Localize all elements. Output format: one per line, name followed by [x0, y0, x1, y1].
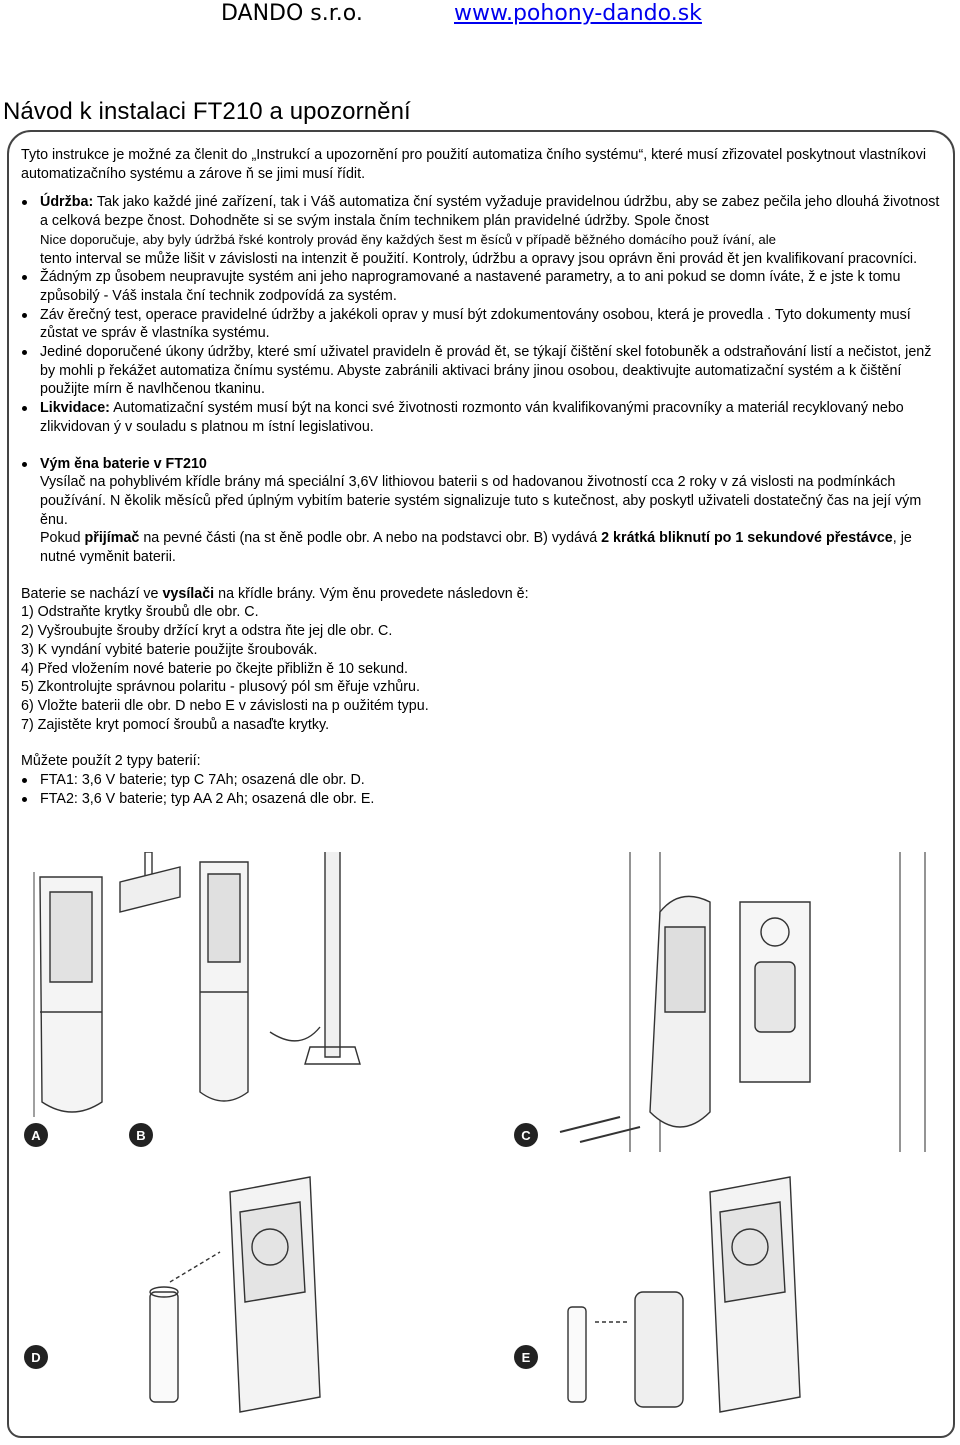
receiver-wall-drawing: [34, 872, 102, 1117]
list-item: Záv ěrečný test, operace pravidelné údržby a jakékoli oprav y musí být zdokumentovány osobou, která je provedla . Tyto dokumenty musí zůstat ve správ ě vlastníka systému.: [21, 306, 947, 343]
step-3: 3) K vyndání vybité baterie použijte šroubovák.: [21, 641, 318, 658]
step-1: 1) Odstraňte krytky šroubů dle obr. C.: [21, 604, 259, 621]
replace-intro: Baterie se nachází ve vysílači na křídle brány. Vým ěnu provedete následovn ě:: [21, 585, 529, 602]
company-name: DANDO s.r.o.: [221, 1, 363, 26]
transmitter-exploded-drawing: [560, 852, 925, 1152]
transmitter-battery-aa-drawing: [568, 1177, 800, 1412]
step-6: 6) Vložte baterii dle obr. D nebo E v závislosti na p oužitém typu.: [21, 697, 429, 714]
battery-types-heading: Můžete použít 2 typy baterií:: [21, 753, 201, 770]
transmitter-battery-c-drawing: [150, 1177, 320, 1412]
intro-paragraph: Tyto instrukce je možné za členit do „Instrukcí a upozornění pro použití automatiza čního systému“, které musí zřizovatel poskytnout vlastníkovi automatizačního systému a zárove ň se jimi musí řídit.: [21, 147, 927, 182]
maintenance-heading: Údržba:: [40, 194, 94, 211]
battery-paragraph: Vysílač na pohyblivém křídle brány má speciální 3,6V lithiovou baterii s od hadovanou životností cca 2 roky v zá vislosti na podmínkách používání. N ěkolik měsíců před úplným vybitím baterie systém signalizuje tuto s kutečnost, aby poskytl uživateli dostatečný čas na její vým ěnu.: [40, 474, 922, 528]
receiver-post-drawing: [120, 852, 248, 1101]
label-d: D: [31, 1350, 41, 1365]
list-item: Údržba: Tak jako každé jiné zařízení, tak i Váš automatiza ční systém vyžaduje pravidelnou údržbu, aby se zabez pečila jeho dlouhá životnost a celková bezpe čnost. Dohodněte si se svým instala čním technikem plán pravidelné údržby. Spole čnost Nice doporučuje, aby byly údržbá řské kontroly provád ěny každých šest m ěsíců v případě běžného domácího použ ívání, ale tento interval se může lišit v závislosti na intenzit ě použití. Kontroly, údržbu a opravy jsou oprávn ěni provád ět jen kvalifikovaní pracovníci.: [21, 193, 947, 268]
gate-post-drawing: [270, 852, 360, 1064]
list-item: FTA1: 3,6 V baterie; typ C 7Ah; osazená dle obr. D.: [21, 771, 947, 790]
step-2: 2) Vyšroubujte šrouby držící kryt a odstra ňte jej dle obr. C.: [21, 623, 393, 640]
step-5: 5) Zkontrolujte správnou polaritu - plusový pól sm ěřuje vzhůru.: [21, 679, 420, 696]
installation-figure: [20, 852, 950, 1432]
document-title: Návod k instalaci FT210 a upozornění: [3, 98, 411, 125]
list-item: Vým ěna baterie v FT210 Vysílač na pohyblivém křídle brány má speciální 3,6V lithiovou baterii s od hadovanou životností cca 2 roky v zá vislosti na podmínkách používání. N ěkolik měsíců před úplným vybitím baterie systém signalizuje tuto s kutečnost, aby poskytl uživateli dostatečný čas na její vým ěnu. Pokud přijímač na pevné části (na st ěně podle obr. A nebo na podstavci obr. B) vydává 2 krátká bliknutí po 1 sekundové přestávce, je nutné vyměnit baterii.: [21, 455, 947, 567]
battery-section: [21, 455, 947, 567]
maintenance-list: [21, 193, 947, 436]
list-item: Žádným zp ůsobem neupravujte systém ani jeho naprogramované a nastavené parametry, a to ani pokud se domn íváte, ž e jste k tomu způsobilý - Váš instala ční technik zodpovídá za systém.: [21, 268, 947, 305]
label-b: B: [136, 1128, 146, 1143]
list-item: Jediné doporučené úkony údržby, které smí uživatel pravideln ě provád ět, se týkají čištění skel fotobuněk a odstraňování listí a nečistot, jenž by mohli p řekážet automatiza čnímu systému. Abyste zabránili aktivaci brány jinou osobou, deaktivujte automatizační systém a k čištění použijte mírn ě navlhčenou tkaninu.: [21, 343, 947, 399]
document-body: [21, 146, 947, 809]
battery-types-list: [21, 771, 947, 808]
label-e: E: [521, 1350, 531, 1365]
step-7: 7) Zajistěte kryt pomocí šroubů a nasaďte krytky.: [21, 716, 330, 733]
figure-illustration: [20, 852, 950, 1432]
page-header: [0, 0, 960, 32]
step-4: 4) Před vložením nové baterie po čkejte přibližn ě 10 sekund.: [21, 660, 409, 677]
disposal-heading: Likvidace:: [40, 400, 110, 417]
battery-heading: Vým ěna baterie v FT210: [40, 455, 207, 472]
list-item: Likvidace: Automatizační systém musí být na konci své životnosti rozmonto ván kvalifikovanými pracovníky a materiál recyklovaný nebo zlikvidovan ý v souladu s platnou m ístní legislativou.: [21, 399, 947, 436]
website-link[interactable]: www.pohony-dando.sk: [454, 1, 702, 26]
list-item: FTA2: 3,6 V baterie; typ AA 2 Ah; osazená dle obr. E.: [21, 790, 947, 809]
label-a: A: [31, 1128, 41, 1143]
label-c: C: [521, 1128, 531, 1143]
